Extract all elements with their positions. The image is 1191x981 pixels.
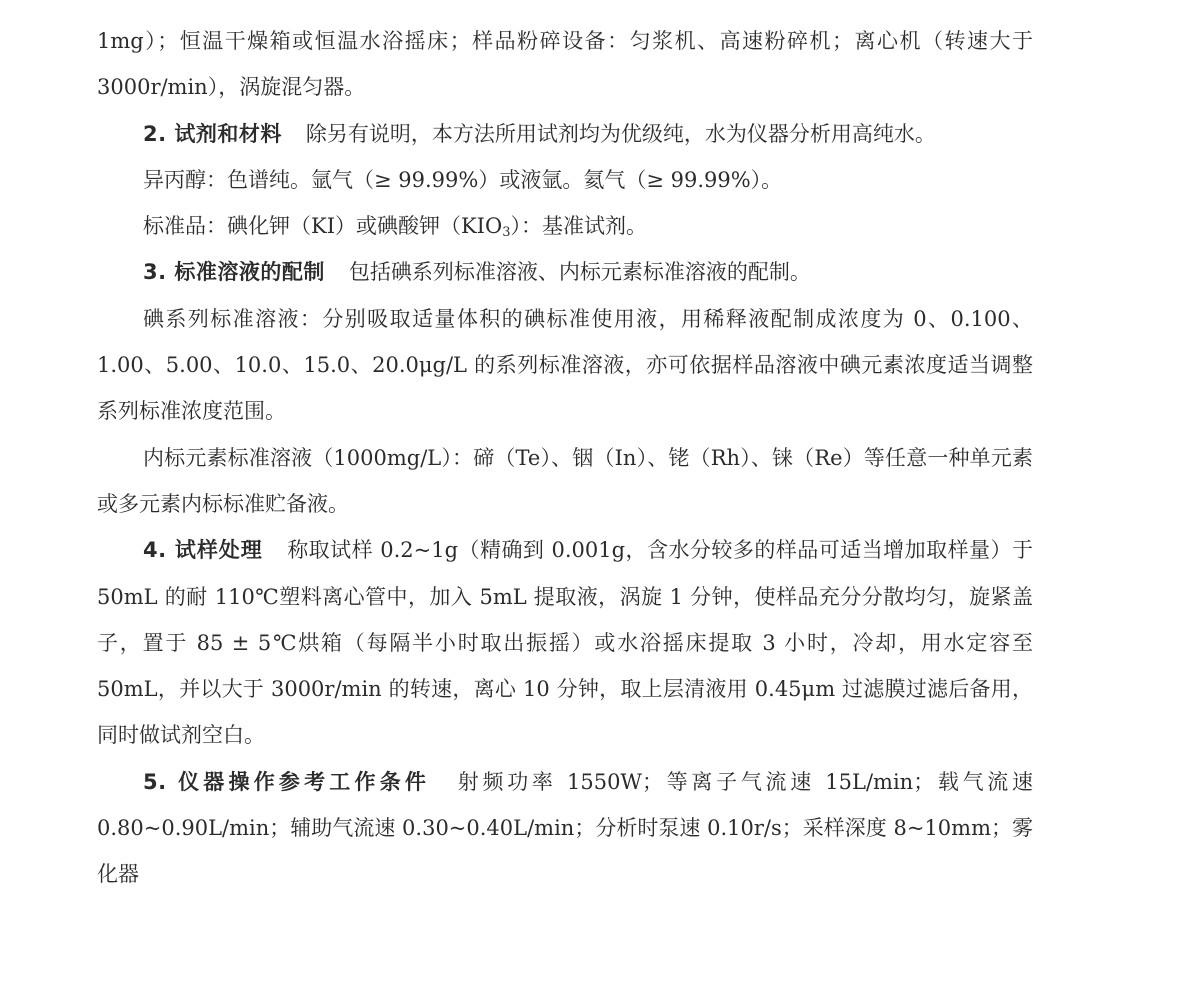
- section-heading-sample-treatment: 4. 试样处理: [143, 538, 263, 563]
- paragraph-text: ）：基准试剂。: [510, 214, 647, 239]
- section-heading-standard-solution: 3. 标准溶液的配制: [143, 260, 325, 285]
- section-heading-instrument-conditions: 5. 仪器操作参考工作条件: [143, 769, 431, 794]
- paragraph-text: 内标元素标准溶液（1000mg/L）：碲（Te）、铟（In）、铑（Rh）、铼（Re）等任意一种单元素或多元素内标标准贮备液。: [97, 445, 1033, 516]
- paragraph-text: 称取试样 0.2~1g（精确到 0.001g，含水分较多的样品可适当增加取样量）于 50mL 的耐 110℃塑料离心管中，加入 5mL 提取液，涡旋 1 分钟，使样品充分分散均匀，旋紧盖子，置于 85 ± 5℃烘箱（每隔半小时取出振摇）或水浴摇床提取 3 小时，冷却，用水定容至 50mL，并以大于 3000r/min 的转速，离心 10 分钟，取上层清液用 0.45μm 过滤膜过滤后备用，同时做试剂空白。: [97, 538, 1033, 748]
- paragraph-iodine-series: [97, 296, 1033, 435]
- paragraph-text: 射频功率 1550W；等离子气流速 15L/min；载气流速 0.80~0.90L/min；辅助气流速 0.30~0.40L/min；分析时泵速 0.10r/s；采样深度 8~10mm；雾化器: [97, 769, 1033, 887]
- paragraph-isopropanol: [97, 157, 1033, 203]
- section-heading-reagents: 2. 试剂和材料: [143, 121, 282, 146]
- document-page: [97, 18, 1033, 898]
- subscript-3: 3: [502, 225, 511, 241]
- paragraph-equipment-continued: [97, 18, 1033, 111]
- paragraph-instrument-conditions: [97, 759, 1033, 898]
- paragraph-standard-substance: [97, 203, 1033, 249]
- paragraph-sample-treatment: [97, 527, 1033, 758]
- paragraph-text: 标准品：碘化钾（KI）或碘酸钾（KIO: [143, 214, 503, 239]
- paragraph-text: 1mg）；恒温干燥箱或恒温水浴摇床；样品粉碎设备：匀浆机、高速粉碎机；离心机（转速大于 3000r/min），涡旋混匀器。: [97, 29, 1033, 100]
- paragraph-reagents: [97, 111, 1033, 157]
- paragraph-text: 碘系列标准溶液：分别吸取适量体积的碘标准使用液，用稀释液配制成浓度为 0、0.100、1.00、5.00、10.0、15.0、20.0μg/L 的系列标准溶液，亦可依据样品溶液中碘元素浓度适当调整系列标准浓度范围。: [97, 306, 1033, 424]
- paragraph-text: 除另有说明，本方法所用试剂均为优级纯，水为仪器分析用高纯水。: [305, 121, 936, 146]
- paragraph-text: 包括碘系列标准溶液、内标元素标准溶液的配制。: [348, 260, 811, 285]
- paragraph-internal-standard: [97, 435, 1033, 528]
- paragraph-text: 异丙醇：色谱纯。氩气（≥ 99.99%）或液氩。氦气（≥ 99.99%）。: [143, 167, 783, 192]
- paragraph-standard-solution: [97, 249, 1033, 295]
